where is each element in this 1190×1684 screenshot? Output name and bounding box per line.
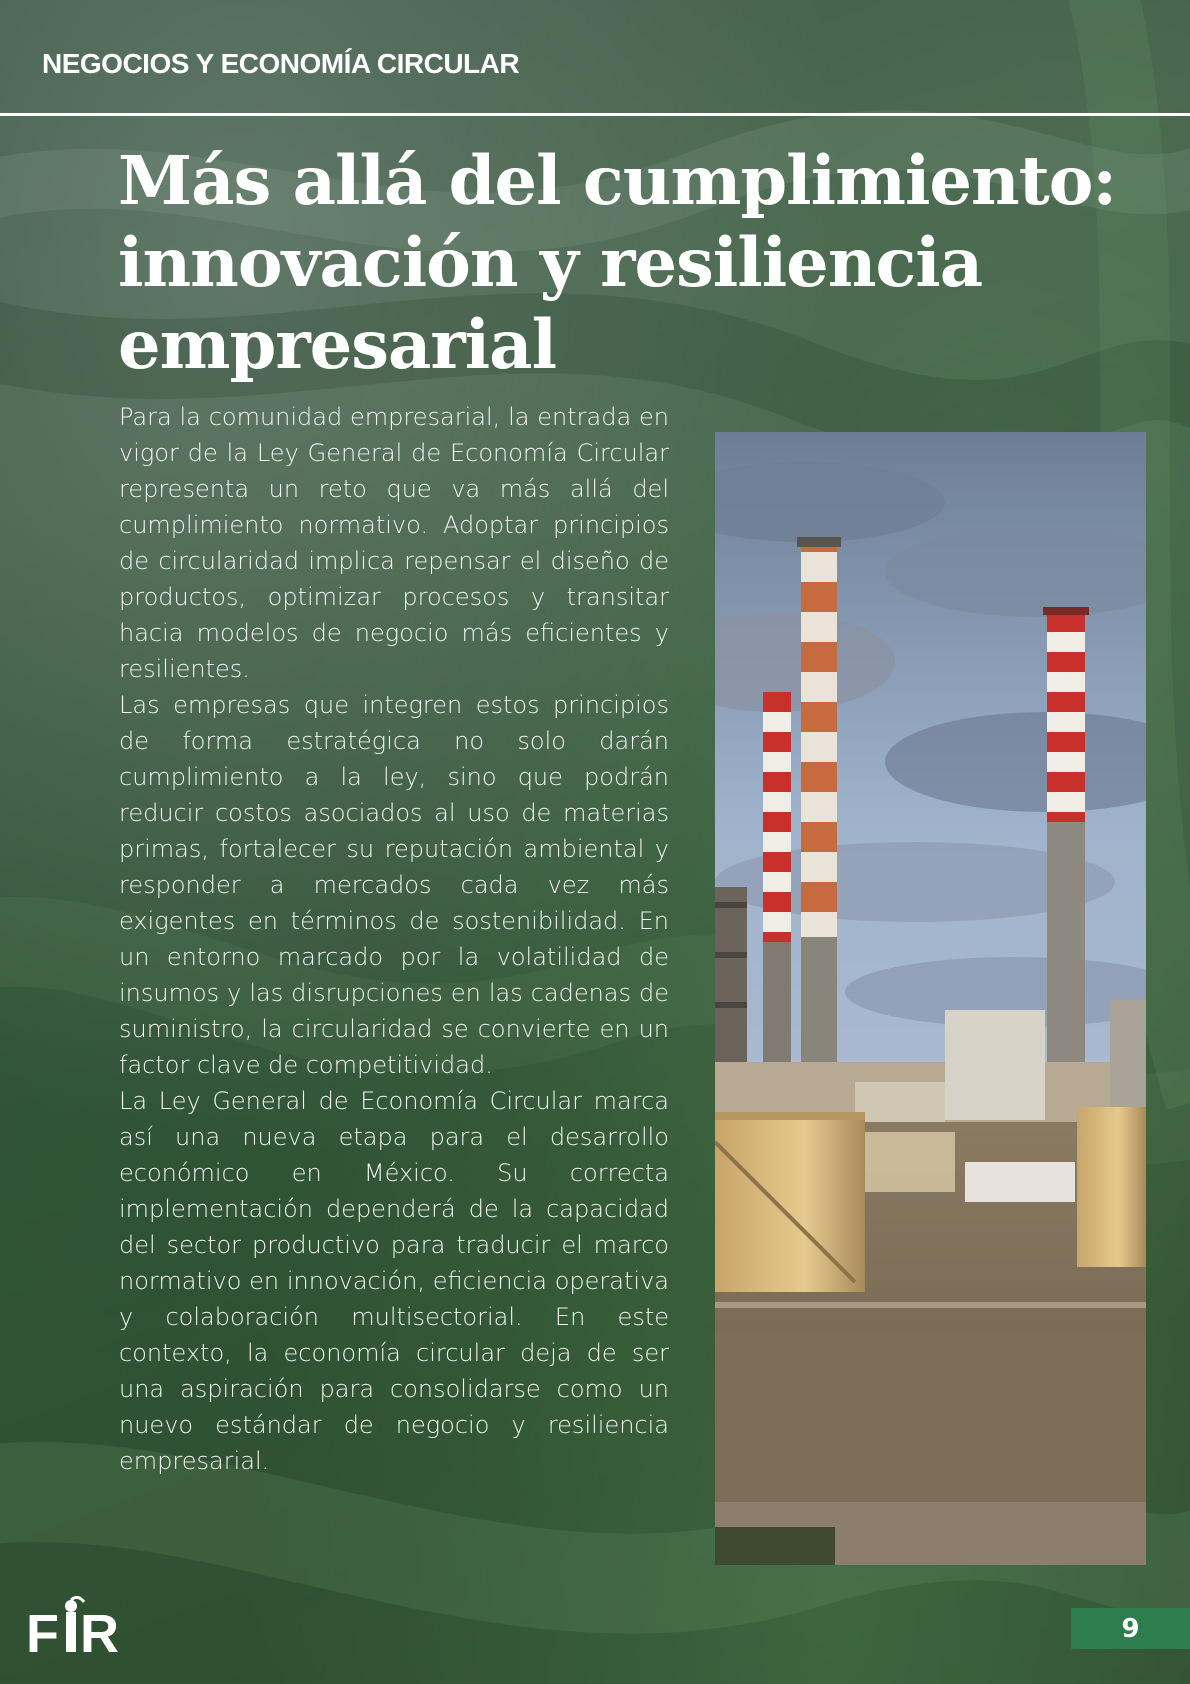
section-header: NEGOCIOS Y ECONOMÍA CIRCULAR [42, 48, 520, 79]
header-divider [0, 113, 1190, 116]
article-title: Más allá del cumplimiento: innovación y resiliencia empresarial [118, 141, 1117, 384]
article-body [119, 399, 669, 1479]
fir-logo [26, 1596, 136, 1662]
industrial-chimneys-photo [715, 432, 1146, 1565]
paragraph: La Ley General de Economía Circular marca así una nueva etapa para el desarrollo económico en México. Su correcta implementación dependerá de la capacidad del sector productivo para traducir el marco normativo en innovación, eficiencia operativa y colaboración multisectorial. En este contexto, la economía circular deja de ser una aspiración para consolidarse como un nuevo estándar de negocio y resiliencia empresarial. [119, 1087, 669, 1475]
page-number-badge [1071, 1608, 1190, 1649]
paragraph: Para la comunidad empresarial, la entrada en vigor de la Ley General de Economía Circular representa un reto que va más allá del cumplimiento normativo. Adoptar principios de circularidad implica repensar el diseño de productos, optimizar procesos y transitar hacia modelos de negocio más eficientes y resilientes. [119, 403, 669, 683]
paragraph: Las empresas que integren estos principios de forma estratégica no solo darán cumplimiento a la ley, sino que podrán reducir costos asociados al uso de materias primas, fortalecer su reputación ambiental y responder a mercados cada vez más exigentes en términos de sostenibilidad. En un entorno marcado por la volatilidad de insumos y las disrupciones en las cadenas de suministro, la circularidad se convierte en un factor clave de competitividad. [119, 691, 669, 1079]
page-number: 9 [1121, 1613, 1140, 1644]
svg-text:R: R [80, 1604, 119, 1662]
svg-text:F: F [26, 1604, 59, 1662]
